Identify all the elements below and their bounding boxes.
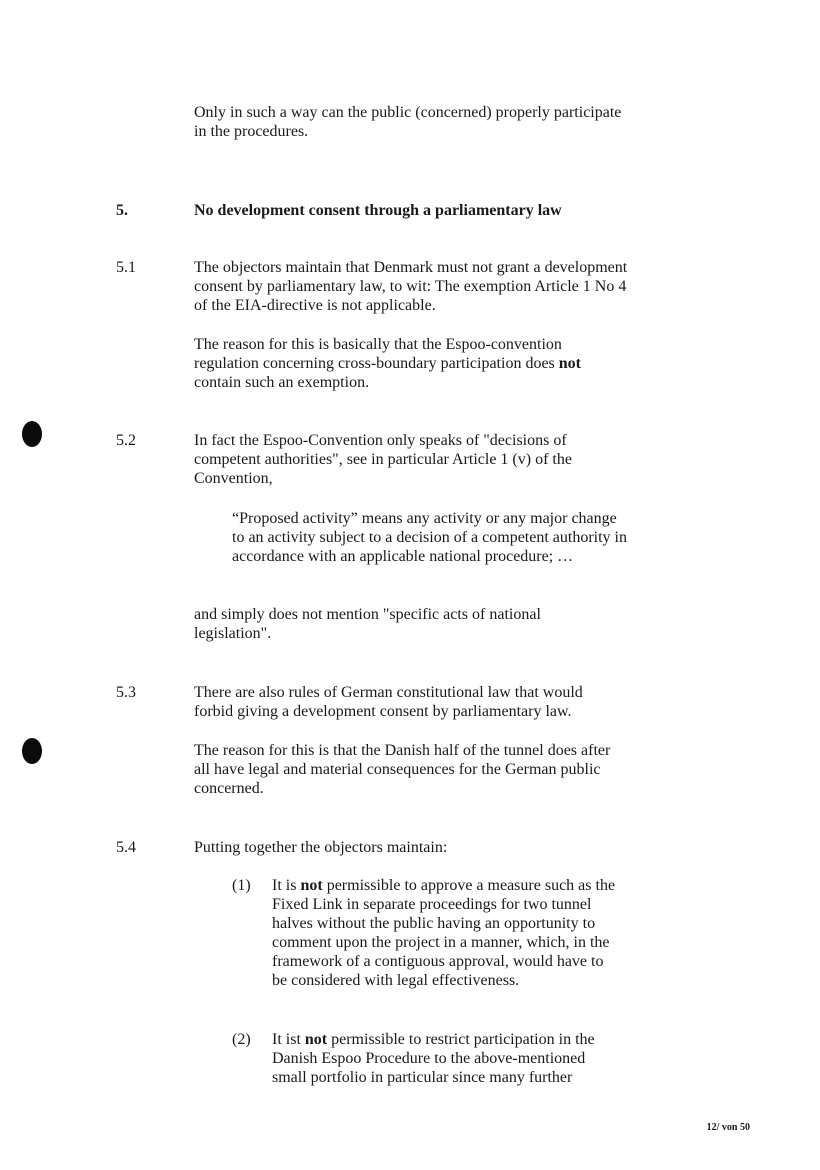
paragraph: In fact the Espoo-Convention only speaks of "decisions of competent authorities", see in particular Article 1 (v) of the Convention, xyxy=(194,432,572,487)
emphasis: not xyxy=(558,355,582,372)
subsection-number: 5.1 xyxy=(116,259,136,276)
intro-paragraph: Only in such a way can the public (concerned) properly participate in the procedures. xyxy=(194,104,622,140)
subsection-number: 5.2 xyxy=(116,432,136,449)
paragraph: Putting together the objectors maintain: xyxy=(194,839,448,856)
emphasis: not xyxy=(304,1031,328,1048)
paragraph: The reason for this is that the Danish half of the tunnel does after all have legal and material consequences for the German public concerned. xyxy=(194,742,611,797)
punch-hole-top xyxy=(22,421,42,447)
list-item: It ist not permissible to restrict participation in the Danish Espoo Procedure to the above-mentioned small portfolio in particular since many further xyxy=(272,1031,595,1086)
page-number: 12/ von 50 xyxy=(706,1122,750,1133)
paragraph: There are also rules of German constitutional law that would forbid giving a development consent by parliamentary law. xyxy=(194,684,583,720)
list-item-number: (2) xyxy=(232,1031,251,1048)
paragraph: and simply does not mention "specific acts of national legislation". xyxy=(194,606,541,642)
subsection-number: 5.4 xyxy=(116,839,136,856)
list-item-number: (1) xyxy=(232,877,251,894)
section-heading: No development consent through a parliamentary law xyxy=(194,202,562,219)
punch-hole-bottom xyxy=(22,738,42,764)
paragraph: The reason for this is basically that the Espoo-convention regulation concerning cross-boundary participation does not contain such an exemption. xyxy=(194,336,582,391)
paragraph: The objectors maintain that Denmark must not grant a development consent by parliamentary law, to wit: The exemption Article 1 No 4 of the EIA-directive is not applicable. xyxy=(194,259,628,314)
section-number: 5. xyxy=(116,202,128,219)
block-quote: “Proposed activity” means any activity or any major change to an activity subject to a decision of a competent authority in accordance with an applicable national procedure; … xyxy=(232,510,627,565)
list-item: It is not permissible to approve a measure such as the Fixed Link in separate proceedings for two tunnel halves without the public having an opportunity to comment upon the project in a manner, which, in the framework of a contiguous approval, would have to be considered with legal effectiveness. xyxy=(272,877,616,989)
subsection-number: 5.3 xyxy=(116,684,136,701)
emphasis: not xyxy=(300,877,323,894)
